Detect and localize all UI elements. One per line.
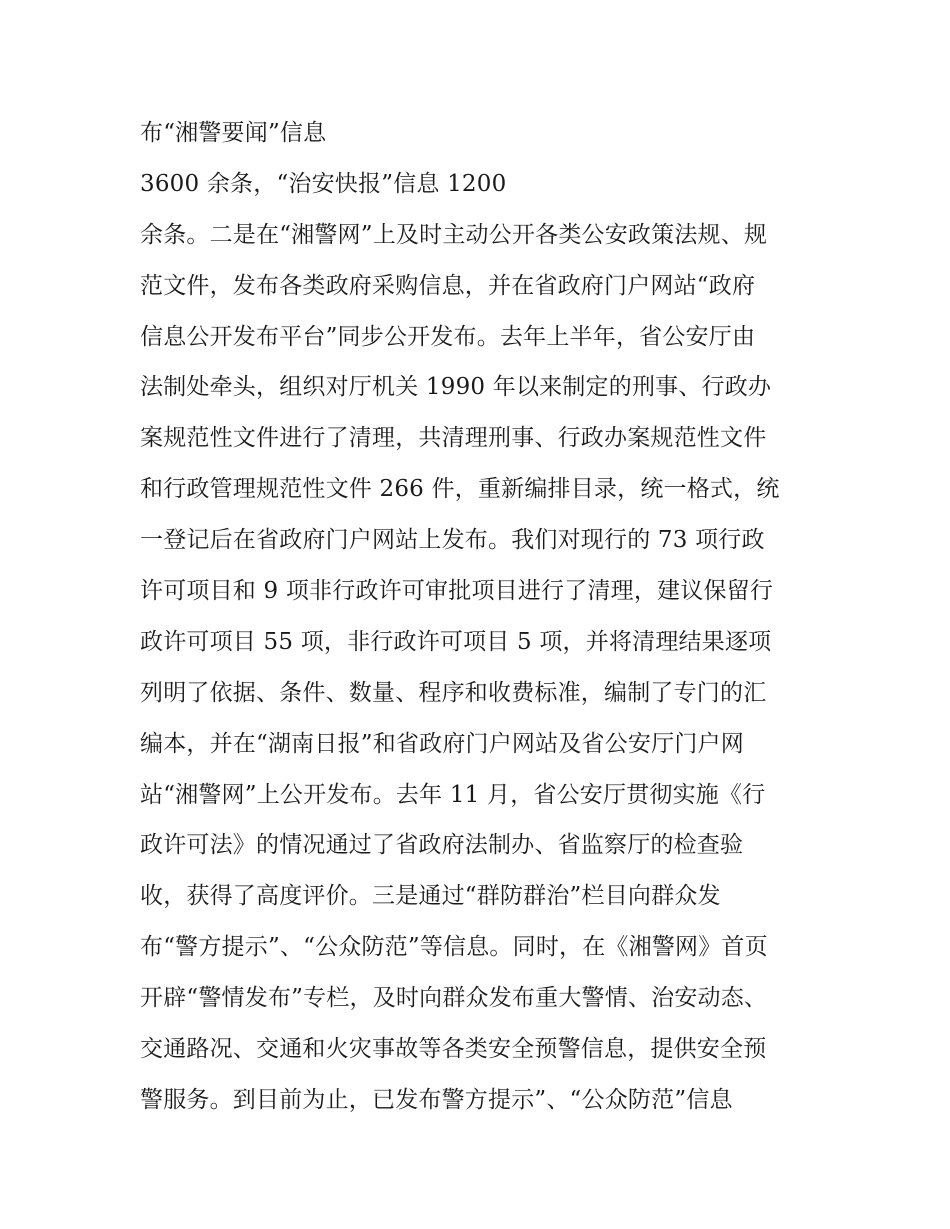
text-line: 交通路况、交通和火灾事故等各类安全预警信息，提供安全预 — [140, 1036, 767, 1063]
text-line: 警服务。到目前为止，已发布警方提示”、“公众防范”信息 — [140, 1086, 733, 1113]
text-line: 范文件，发布各类政府采购信息，并在省政府门户网站“政府 — [140, 272, 756, 299]
text-line: 案规范性文件进行了清理，共清理刑事、行政办案规范性文件 — [140, 425, 767, 452]
text-line: 政许可项目 55 项，非行政许可项目 5 项，并将清理结果逐项 — [140, 628, 772, 655]
text-line: 布“湘警要闻”信息 — [140, 120, 327, 146]
text-line: 法制处牵头，组织对厅机关 1990 年以来制定的刑事、行政办 — [140, 374, 772, 401]
text-line: 布“警方提示”、“公众防范”等信息。同时，在《湘警网》首页 — [140, 934, 768, 961]
text-line: 余条。二是在“湘警网”上及时主动公开各类公安政策法规、规 — [140, 221, 768, 248]
text-line: 开辟“警情发布”专栏，及时向群众发布重大警情、治安动态、 — [140, 985, 768, 1012]
text-line: 信息公开发布平台”同步公开发布。去年上半年，省公安厅由 — [140, 323, 756, 350]
text-line: 许可项目和 9 项非行政许可审批项目进行了清理，建议保留行 — [140, 578, 774, 605]
text-line: 和行政管理规范性文件 266 件，重新编排目录，统一格式，统 — [140, 476, 780, 503]
text-line: 站“湘警网”上公开发布。去年 11 月，省公安厅贯彻实施《行 — [140, 781, 766, 808]
text-line: 政许可法》的情况通过了省政府法制办、省监察厅的检查验 — [140, 832, 744, 859]
text-line: 3600 余条，“治安快报”信息 1200 — [140, 170, 507, 197]
text-line: 一登记后在省政府门户网站上发布。我们对现行的 73 项行政 — [140, 527, 765, 554]
text-line: 列明了依据、条件、数量、程序和收费标准，编制了专门的汇 — [140, 679, 767, 706]
text-line: 编本，并在“湖南日报”和省政府门户网站及省公安厅门户网 — [140, 730, 744, 757]
body-text — [140, 108, 820, 1126]
text-line: 收，获得了高度评价。三是通过“群防群治”栏目向群众发 — [140, 883, 721, 910]
